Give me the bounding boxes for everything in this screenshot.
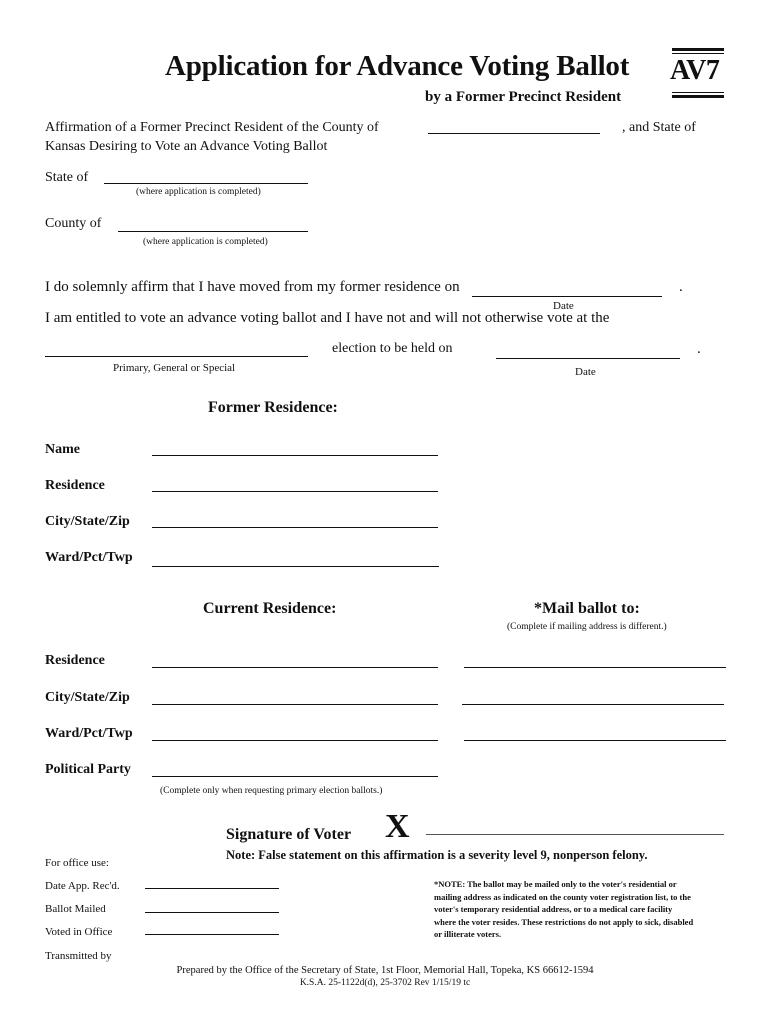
transmitted-label: Transmitted by	[45, 950, 112, 962]
election-date-field[interactable]	[496, 358, 680, 359]
period-2: .	[697, 341, 701, 357]
voted-office-field[interactable]	[145, 934, 279, 935]
date-app-label: Date App. Rec'd.	[45, 880, 120, 892]
signature-field[interactable]	[426, 834, 724, 835]
form-subtitle: by a Former Precinct Resident	[425, 89, 622, 105]
former-name-field[interactable]	[152, 455, 438, 456]
mail-ward-field[interactable]	[464, 740, 726, 741]
signature-x-mark: X	[385, 808, 410, 845]
felony-note: Note: False statement on this affirmation is a severity level 9, nonperson felony.	[226, 848, 648, 862]
county-hint: (where application is completed)	[143, 237, 268, 247]
political-party-hint: (Complete only when requesting primary election ballots.)	[160, 786, 383, 796]
county-label: County of	[45, 216, 102, 231]
current-ward-label: Ward/Pct/Twp	[45, 726, 133, 741]
voted-office-label: Voted in Office	[45, 926, 113, 938]
moved-statement: I do solemnly affirm that I have moved from my former residence on	[45, 279, 460, 295]
footer-statute: K.S.A. 25-1122d(d), 25-3702 Rev 1/15/19 tc	[299, 978, 471, 988]
mail-ballot-hint: (Complete if mailing address is different.)	[507, 622, 667, 632]
election-type-field[interactable]	[45, 356, 308, 357]
form-code: AV7	[670, 55, 720, 86]
former-city-field[interactable]	[152, 527, 438, 528]
mail-residence-field[interactable]	[464, 667, 726, 668]
county-of-residence-field[interactable]	[428, 133, 600, 134]
mail-ballot-heading: *Mail ballot to:	[534, 600, 640, 617]
moved-date-field[interactable]	[472, 296, 662, 297]
current-city-field[interactable]	[152, 704, 438, 705]
state-field[interactable]	[104, 183, 308, 184]
election-type-label: Primary, General or Special	[113, 362, 236, 374]
election-date-label: Date	[575, 366, 596, 378]
mail-city-field[interactable]	[462, 704, 724, 705]
current-city-label: City/State/Zip	[45, 690, 130, 705]
affirmation-state-suffix: , and State of	[622, 120, 696, 135]
former-city-label: City/State/Zip	[45, 514, 130, 529]
entitled-statement: I am entitled to vote an advance voting ballot and I have not and will not otherwise vote at the	[45, 310, 610, 326]
current-residence-field[interactable]	[152, 667, 438, 668]
former-ward-field[interactable]	[152, 566, 439, 567]
period-1: .	[679, 279, 683, 295]
political-party-field[interactable]	[152, 776, 438, 777]
former-residence-field[interactable]	[152, 491, 438, 492]
current-ward-field[interactable]	[152, 740, 438, 741]
former-residence-heading: Former Residence:	[208, 399, 338, 416]
affirmation-line1: Affirmation of a Former Precinct Resident of the County of	[45, 120, 379, 135]
election-text: election to be held on	[332, 341, 453, 356]
county-field[interactable]	[118, 231, 308, 232]
ballot-mailed-field[interactable]	[145, 912, 279, 913]
date-app-field[interactable]	[145, 888, 279, 889]
footer-prepared-by: Prepared by the Office of the Secretary of State, 1st Floor, Memorial Hall, Topeka, KS 66612-1594	[176, 965, 594, 976]
moved-date-label: Date	[553, 300, 574, 312]
current-residence-heading: Current Residence:	[203, 600, 337, 617]
current-residence-label: Residence	[45, 653, 105, 668]
office-use-heading: For office use:	[45, 857, 109, 869]
former-name-label: Name	[45, 442, 80, 457]
state-hint: (where application is completed)	[136, 187, 261, 197]
form-title: Application for Advance Voting Ballot	[165, 50, 630, 82]
political-party-label: Political Party	[45, 762, 131, 777]
signature-label: Signature of Voter	[226, 826, 352, 843]
ballot-mailed-label: Ballot Mailed	[45, 903, 106, 915]
affirmation-line2: Kansas Desiring to Vote an Advance Voting Ballot	[45, 139, 328, 154]
mail-restriction-note: *NOTE: The ballot may be mailed only to the voter's residential or mailing address as indicated on the county voter registration list, to the voter's temporary residential address, or to a medical care facility where the voter resides. These restrictions do not apply to sick, disabled or illiterate voters.	[434, 879, 694, 939]
state-label: State of	[45, 170, 89, 185]
former-residence-label: Residence	[45, 478, 105, 493]
former-ward-label: Ward/Pct/Twp	[45, 550, 133, 565]
